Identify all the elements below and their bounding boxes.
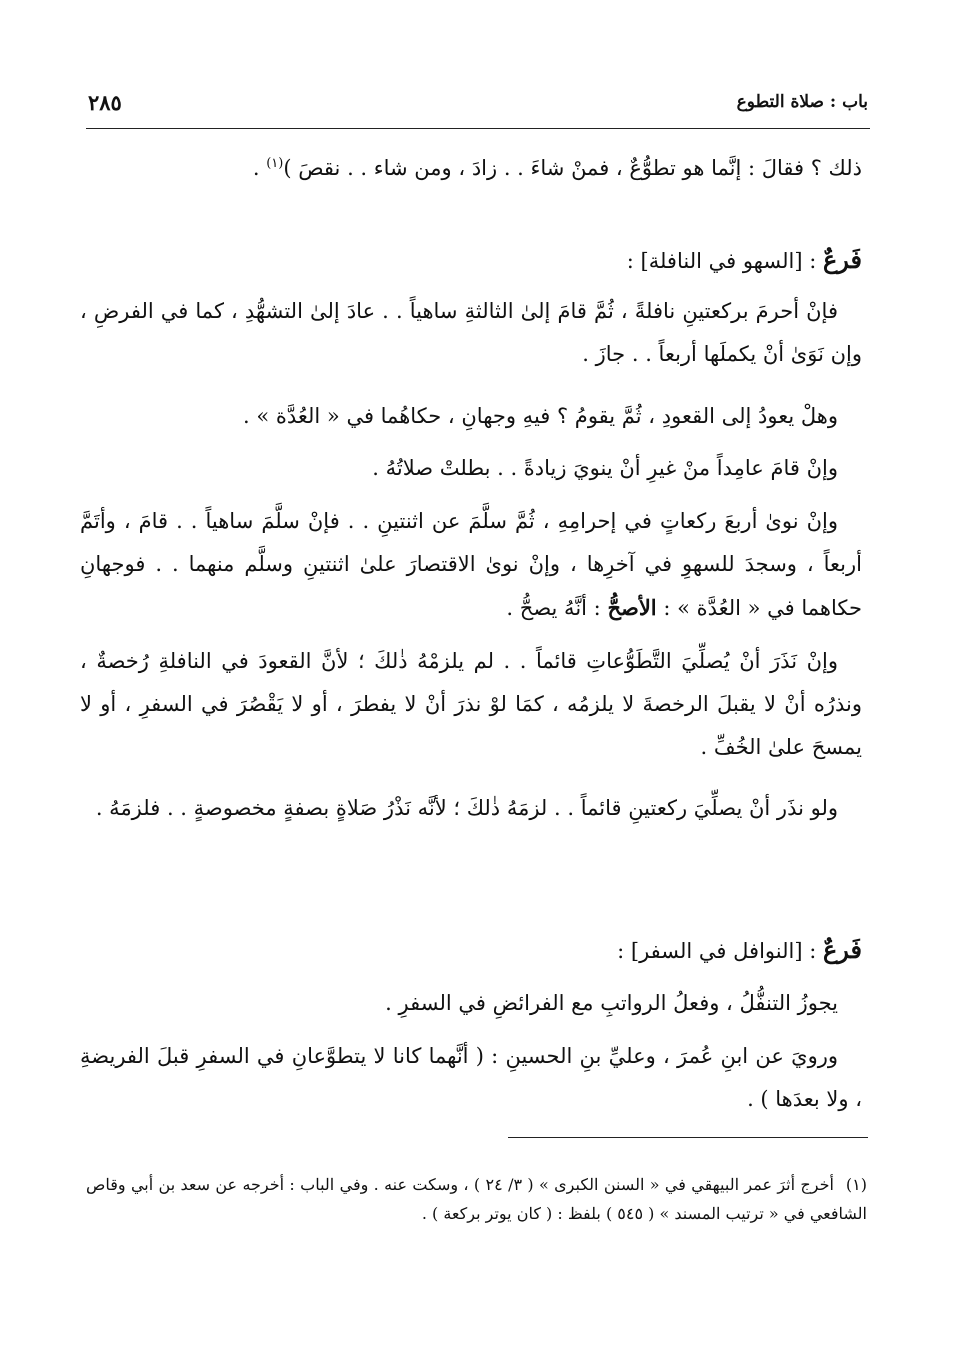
paragraph-end: . <box>252 156 267 180</box>
running-header <box>88 90 868 126</box>
paragraph-6: ولو نذَر أنْ يصلِّيَ ركعتينِ قائماً . . لزمَهُ ذٰلكَ ؛ لأنَّه نَذْرُ صَلاةٍ بصفةٍ مخصوصةٍ . . فلزمَهُ . <box>95 796 838 820</box>
chapter-title: باب : صلاة التطوع <box>736 92 868 112</box>
header-divider <box>86 128 870 129</box>
bold-term: الأصحُّ <box>607 595 657 620</box>
paragraph-text: وإنْ نوىٰ أربعَ ركعاتٍ في إحرامِهِ ، ثُمَّ سلَّمَ عن اثنتينِ . . فإنْ سلَّمَ ساهياً . . قامَ ، وأتَمَّ أربعاً ، وسجدَ للسهوِ في آخرِها ، وإنْ نوىٰ الاقتصارَ علىٰ اثنتينِ وسلَّم منهما . . فوجهانِ حكاهما في « العُدَّة » : <box>80 509 862 620</box>
section-heading-sahw <box>80 238 862 283</box>
section-label: فَرعٌ <box>822 245 862 274</box>
paragraph-4 <box>80 500 862 630</box>
footnote-marker: (١) <box>266 156 284 171</box>
paragraph-8: ورويَ عن ابنِ عُمرَ ، وعليِّ بنِ الحسينِ : ( أنَّهما كانا لا يتطوَّعانِ في السفرِ قبلَ الفريضةِ ، ولا بعدَها ) . <box>80 1044 862 1111</box>
section-title: : [السهو في النافلة] : <box>626 249 823 273</box>
paragraph-5: وإنْ نَذَرَ أنْ يُصلِّيَ التَّطَوُّعاتِ قائماً . . لم يلزمْهُ ذٰلكَ ؛ لأنَّ القعودَ في النافلةِ رُخصةٌ ، ونذرُه أنْ لا يقبلَ الرخصةَ لا يلزمُه ، كمَا لوْ نذرَ أنْ لا يفطرَ ، أو لا يَقْصُرَ في السفرِ ، أو لا يمسحَ علىٰ الخُفِّ . <box>80 649 862 759</box>
paragraph-7: يجوزُ التنفُّلُ ، وفعلُ الرواتبِ مع الفرائضِ في السفرِ . <box>385 991 838 1015</box>
section-title: : [النوافل في السفر] : <box>617 939 823 963</box>
paragraph-text-end: : أنَّهُ يصحُّ . <box>506 596 608 620</box>
section-heading-safar <box>80 928 862 973</box>
footnote-number: (١) <box>845 1175 868 1194</box>
footnote <box>86 1170 867 1228</box>
paragraph-2: وهلْ يعودُ إلى القعودِ ، ثُمَّ يقومُ ؟ فيهِ وجهانِ ، حكاهُما في « العُدَّة » . <box>242 404 838 428</box>
paragraph-3: وإنْ قامَ عامِداً منْ غيرِ أنْ ينويَ زيادةً . . بطلتْ صلاتُهُ . <box>372 456 838 480</box>
section-label: فَرعٌ <box>822 935 862 964</box>
paragraph-text: ذلك ؟ فقالَ : إنَّما هو تطوُّعٌ ، فمنْ شاءَ . . زادَ ، ومن شاء . . نقصَ ) <box>283 156 862 180</box>
paragraph-continuation <box>80 142 862 190</box>
footnote-text: أخرج أثرَ عمر البيهقي في « السنن الكبرى » ( ٣/ ٢٤ ) ، وسكت عنه . وفي الباب : أخرجه عن سعد بن أبي وقاص الشافعي في « ترتيب المسند » ( ٥٤٥ ) بلفظ : ( كان يوتر بركعة ) . <box>86 1175 867 1223</box>
footnote-divider <box>508 1137 868 1138</box>
paragraph-1: فإنْ أحرمَ بركعتينِ نافلةً ، ثُمَّ قامَ إلىٰ الثالثةِ ساهياً . . عادَ إلىٰ التشهُّدِ ، كما في الفرضِ ، وإن نَوَىٰ أنْ يكملَها أربعاً . . جازَ . <box>80 299 862 366</box>
page-number: ٢٨٥ <box>88 90 122 115</box>
